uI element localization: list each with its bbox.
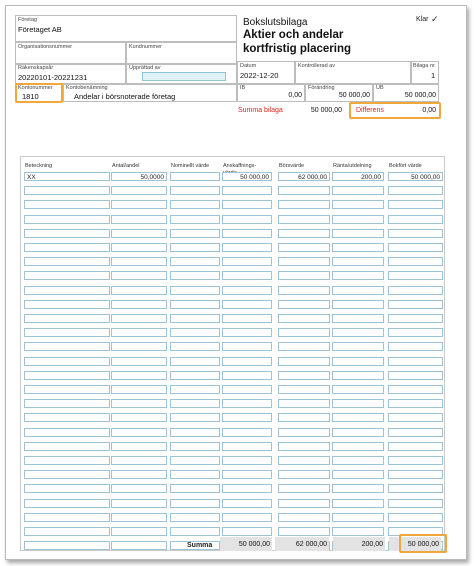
- table-cell-first-row[interactable]: 50 000,00: [388, 172, 443, 181]
- table-cell-empty[interactable]: [111, 200, 167, 209]
- table-cell-empty[interactable]: [332, 399, 384, 408]
- table-cell-empty[interactable]: [222, 456, 272, 465]
- table-cell-empty[interactable]: [111, 541, 167, 550]
- table-cell-empty[interactable]: [278, 286, 330, 295]
- table-cell-empty[interactable]: [388, 257, 443, 266]
- table-cell-empty[interactable]: [170, 342, 220, 351]
- column-header: Ränta/utdelning: [333, 163, 372, 169]
- table-cell-empty[interactable]: [24, 499, 110, 508]
- table-cell-empty[interactable]: [170, 286, 220, 295]
- table-cell-empty[interactable]: [24, 541, 110, 550]
- fiscal-year-label: Räkenskapsår: [18, 65, 54, 71]
- table-cell-empty[interactable]: [24, 271, 110, 280]
- prepared-by-field[interactable]: [142, 72, 226, 81]
- table-cell-empty[interactable]: [111, 300, 167, 309]
- table-cell-empty[interactable]: [222, 357, 272, 366]
- table-cell-empty[interactable]: [222, 499, 272, 508]
- table-cell-empty[interactable]: [332, 484, 384, 493]
- table-cell-empty[interactable]: [24, 470, 110, 479]
- table-cell-empty[interactable]: [222, 200, 272, 209]
- org-number-label: Organisationsnummer: [18, 44, 73, 50]
- sum-appendix-label: Summa bilaga: [238, 107, 283, 114]
- column-header: Nominellt värde: [171, 163, 210, 169]
- table-cell-empty[interactable]: [222, 442, 272, 451]
- table-cell-empty[interactable]: [111, 229, 167, 238]
- table-cell-empty[interactable]: [170, 314, 220, 323]
- table-cell-empty[interactable]: [278, 371, 330, 380]
- table-cell-empty[interactable]: [388, 413, 443, 422]
- table-cell-empty[interactable]: [222, 314, 272, 323]
- table-cell-empty[interactable]: [388, 484, 443, 493]
- table-cell-empty[interactable]: [170, 328, 220, 337]
- sum-book-value: 50 000,00: [389, 537, 441, 551]
- table-cell-empty[interactable]: [111, 413, 167, 422]
- table-cell-empty[interactable]: [278, 513, 330, 522]
- table-cell-empty[interactable]: [170, 229, 220, 238]
- table-cell-empty[interactable]: [24, 328, 110, 337]
- sum-interest: 200,00: [333, 537, 385, 551]
- table-cell-empty[interactable]: [170, 428, 220, 437]
- table-cell-first-row[interactable]: 50,0000: [111, 172, 167, 181]
- table-cell-empty[interactable]: [332, 357, 384, 366]
- table-cell-empty[interactable]: [170, 499, 220, 508]
- table-cell-empty[interactable]: [24, 186, 110, 195]
- table-cell-empty[interactable]: [278, 215, 330, 224]
- table-cell-empty[interactable]: [278, 200, 330, 209]
- table-cell-empty[interactable]: [222, 186, 272, 195]
- table-cell-empty[interactable]: [24, 357, 110, 366]
- table-cell-empty[interactable]: [332, 428, 384, 437]
- table-cell-empty[interactable]: [222, 527, 272, 536]
- table-cell-empty[interactable]: [332, 300, 384, 309]
- table-cell-empty[interactable]: [388, 215, 443, 224]
- account-number-label: Kontonummer: [18, 85, 53, 91]
- sum-appendix-value: 50 000,00: [310, 107, 342, 114]
- table-cell-empty[interactable]: [24, 456, 110, 465]
- table-cell-empty[interactable]: [24, 243, 110, 252]
- ib-label: IB: [240, 85, 246, 91]
- table-cell-empty[interactable]: [332, 271, 384, 280]
- appendix-number-label: Bilaga nr: [413, 63, 435, 69]
- table-cell-empty[interactable]: [111, 385, 167, 394]
- table-cell-empty[interactable]: [222, 300, 272, 309]
- table-cell-empty[interactable]: [111, 470, 167, 479]
- table-cell-empty[interactable]: [332, 499, 384, 508]
- ub-label: UB: [376, 85, 384, 91]
- table-cell-first-row[interactable]: [170, 172, 220, 181]
- table-cell-empty[interactable]: [278, 499, 330, 508]
- table-cell-empty[interactable]: [170, 271, 220, 280]
- table-cell-empty[interactable]: [388, 342, 443, 351]
- table-cell-empty[interactable]: [388, 229, 443, 238]
- table-cell-empty[interactable]: [170, 442, 220, 451]
- table-cell-empty[interactable]: [388, 399, 443, 408]
- table-cell-empty[interactable]: [332, 257, 384, 266]
- table-cell-empty[interactable]: [332, 314, 384, 323]
- company-label: Företag: [18, 17, 37, 23]
- table-cell-empty[interactable]: [278, 300, 330, 309]
- checked-by-label: Kontrollerad av: [298, 63, 335, 69]
- date-field[interactable]: 2022-12-20: [240, 71, 279, 80]
- table-cell-empty[interactable]: [388, 200, 443, 209]
- title-line1: Aktier och andelar: [243, 29, 344, 41]
- table-cell-empty[interactable]: [332, 385, 384, 394]
- account-number-field[interactable]: 1810: [22, 92, 39, 101]
- table-cell-empty[interactable]: [388, 428, 443, 437]
- table-cell-empty[interactable]: [332, 229, 384, 238]
- table-cell-empty[interactable]: [170, 527, 220, 536]
- table-cell-empty[interactable]: [278, 186, 330, 195]
- column-header: Bokfört värde: [389, 163, 422, 169]
- table-cell-empty[interactable]: [170, 513, 220, 522]
- table-cell-empty[interactable]: [332, 328, 384, 337]
- table-cell-empty[interactable]: [222, 328, 272, 337]
- table-cell-empty[interactable]: [170, 399, 220, 408]
- table-cell-empty[interactable]: [24, 257, 110, 266]
- table-cell-empty[interactable]: [388, 513, 443, 522]
- table-cell-empty[interactable]: [222, 399, 272, 408]
- table-cell-empty[interactable]: [170, 470, 220, 479]
- table-cell-empty[interactable]: [24, 413, 110, 422]
- title-small: Bokslutsbilaga: [243, 17, 308, 28]
- table-cell-empty[interactable]: [332, 413, 384, 422]
- account-number-highlight: [15, 83, 63, 103]
- table-cell-empty[interactable]: [111, 399, 167, 408]
- table-cell-empty[interactable]: [278, 413, 330, 422]
- table-cell-empty[interactable]: [111, 243, 167, 252]
- table-cell-empty[interactable]: [222, 371, 272, 380]
- differens-label: Differens: [356, 107, 384, 114]
- table-cell-empty[interactable]: [222, 385, 272, 394]
- table-cell-empty[interactable]: [111, 428, 167, 437]
- table-cell-empty[interactable]: [332, 342, 384, 351]
- check-icon[interactable]: ✓: [431, 14, 439, 24]
- change-label: Förändring: [308, 85, 335, 91]
- table-cell-empty[interactable]: [278, 470, 330, 479]
- table-cell-empty[interactable]: [332, 456, 384, 465]
- sum-market-value: 62 000,00: [275, 537, 329, 551]
- table-cell-empty[interactable]: [24, 399, 110, 408]
- table-cell-empty[interactable]: [111, 357, 167, 366]
- table-cell-empty[interactable]: [24, 215, 110, 224]
- table-cell-first-row[interactable]: XX: [24, 172, 110, 181]
- table-cell-empty[interactable]: [388, 357, 443, 366]
- table-cell-empty[interactable]: [278, 342, 330, 351]
- table-cell-empty[interactable]: [111, 186, 167, 195]
- table-cell-empty[interactable]: [111, 527, 167, 536]
- table-cell-empty[interactable]: [24, 342, 110, 351]
- table-cell-empty[interactable]: [170, 371, 220, 380]
- column-header: Anskaffnings-: [223, 163, 257, 169]
- ub-value: 50 000,00: [404, 92, 436, 99]
- table-cell-empty[interactable]: [332, 243, 384, 252]
- account-name-field[interactable]: Andelar i börsnoterade företag: [74, 92, 176, 101]
- table-cell-empty[interactable]: [222, 215, 272, 224]
- table-cell-empty[interactable]: [278, 385, 330, 394]
- table-cell-empty[interactable]: [170, 484, 220, 493]
- table-cell-empty[interactable]: [111, 371, 167, 380]
- table-cell-empty[interactable]: [111, 257, 167, 266]
- table-cell-empty[interactable]: [278, 399, 330, 408]
- table-cell-empty[interactable]: [24, 200, 110, 209]
- table-cell-empty[interactable]: [332, 200, 384, 209]
- table-cell-first-row[interactable]: 50 000,00: [222, 172, 272, 181]
- table-cell-empty[interactable]: [111, 286, 167, 295]
- table-cell-empty[interactable]: [388, 314, 443, 323]
- table-cell-empty[interactable]: [222, 513, 272, 522]
- account-name-label: Kontobenämning: [66, 85, 108, 91]
- table-cell-empty[interactable]: [278, 357, 330, 366]
- date-label: Datum: [240, 63, 257, 69]
- table-cell-empty[interactable]: [388, 499, 443, 508]
- column-header: Beteckning: [25, 163, 53, 169]
- table-cell-empty[interactable]: [24, 286, 110, 295]
- table-cell-empty[interactable]: [170, 215, 220, 224]
- table-cell-empty[interactable]: [111, 271, 167, 280]
- table-cell-empty[interactable]: [24, 428, 110, 437]
- table-cell-empty[interactable]: [388, 470, 443, 479]
- table-cell-empty[interactable]: [278, 257, 330, 266]
- table-sum-label: Summa: [187, 542, 213, 549]
- table-cell-empty[interactable]: [332, 215, 384, 224]
- table-cell-empty[interactable]: [332, 442, 384, 451]
- table-cell-empty[interactable]: [170, 385, 220, 394]
- table-cell-empty[interactable]: [278, 271, 330, 280]
- table-cell-empty[interactable]: [24, 527, 110, 536]
- change-value: 50 000,00: [338, 92, 370, 99]
- table-cell-empty[interactable]: [24, 385, 110, 394]
- table-cell-empty[interactable]: [170, 413, 220, 422]
- table-cell-empty[interactable]: [278, 484, 330, 493]
- table-cell-empty[interactable]: [111, 499, 167, 508]
- table-cell-empty[interactable]: [388, 328, 443, 337]
- table-cell-empty[interactable]: [332, 186, 384, 195]
- table-cell-empty[interactable]: [222, 271, 272, 280]
- table-cell-empty[interactable]: [170, 200, 220, 209]
- table-cell-empty[interactable]: [170, 300, 220, 309]
- table-cell-empty[interactable]: [388, 271, 443, 280]
- table-cell-empty[interactable]: [388, 371, 443, 380]
- table-cell-empty[interactable]: [388, 385, 443, 394]
- prepared-by-label: Upprättad av: [129, 65, 161, 71]
- table-cell-empty[interactable]: [332, 513, 384, 522]
- table-cell-empty[interactable]: [170, 456, 220, 465]
- table-cell-empty[interactable]: [111, 342, 167, 351]
- customer-number-label: Kundnummer: [129, 44, 163, 50]
- table-cell-empty[interactable]: [388, 186, 443, 195]
- table-cell-empty[interactable]: [24, 513, 110, 522]
- differens-value: 0,00: [422, 107, 436, 114]
- title-line2: kortfristig placering: [243, 43, 351, 55]
- table-cell-empty[interactable]: [170, 357, 220, 366]
- table-cell-empty[interactable]: [222, 484, 272, 493]
- table-cell-empty[interactable]: [332, 470, 384, 479]
- table-cell-empty[interactable]: [332, 286, 384, 295]
- table-cell-empty[interactable]: [111, 314, 167, 323]
- column-header: Börsvärde: [279, 163, 305, 169]
- table-cell-empty[interactable]: [111, 484, 167, 493]
- table-cell-first-row[interactable]: 200,00: [332, 172, 384, 181]
- appendix-number-field[interactable]: 1: [431, 71, 436, 80]
- table-cell-empty[interactable]: [111, 513, 167, 522]
- table-cell-empty[interactable]: [24, 314, 110, 323]
- table-cell-empty[interactable]: [222, 342, 272, 351]
- table-cell-empty[interactable]: [278, 442, 330, 451]
- fiscal-year-field[interactable]: 20220101-20221231: [18, 73, 88, 82]
- table-cell-empty[interactable]: [222, 243, 272, 252]
- table-cell-empty[interactable]: [111, 215, 167, 224]
- table-cell-empty[interactable]: [278, 314, 330, 323]
- table-cell-empty[interactable]: [24, 442, 110, 451]
- table-cell-first-row[interactable]: 62 000,00: [278, 172, 330, 181]
- ib-value: 0,00: [288, 92, 302, 99]
- table-cell-empty[interactable]: [278, 428, 330, 437]
- table-cell-empty[interactable]: [222, 257, 272, 266]
- table-cell-empty[interactable]: [111, 442, 167, 451]
- table-cell-empty[interactable]: [170, 243, 220, 252]
- table-cell-empty[interactable]: [24, 229, 110, 238]
- table-cell-empty[interactable]: [222, 428, 272, 437]
- table-cell-empty[interactable]: [24, 300, 110, 309]
- table-cell-empty[interactable]: [278, 229, 330, 238]
- table-cell-empty[interactable]: [388, 300, 443, 309]
- table-cell-empty[interactable]: [388, 456, 443, 465]
- table-cell-empty[interactable]: [111, 456, 167, 465]
- column-header: Antal/andel: [112, 163, 140, 169]
- table-cell-empty[interactable]: [24, 484, 110, 493]
- table-cell-empty[interactable]: [332, 527, 384, 536]
- table-cell-empty[interactable]: [388, 243, 443, 252]
- appendix-page: [5, 5, 467, 560]
- table-cell-empty[interactable]: [278, 328, 330, 337]
- table-cell-empty[interactable]: [222, 413, 272, 422]
- table-cell-empty[interactable]: [170, 186, 220, 195]
- table-cell-empty[interactable]: [278, 243, 330, 252]
- table-cell-empty[interactable]: [222, 286, 272, 295]
- table-cell-empty[interactable]: [24, 371, 110, 380]
- table-cell-empty[interactable]: [388, 286, 443, 295]
- table-cell-empty[interactable]: [222, 470, 272, 479]
- table-cell-empty[interactable]: [111, 328, 167, 337]
- company-field[interactable]: Företaget AB: [18, 25, 62, 34]
- sum-acquisition: 50 000,00: [220, 537, 272, 551]
- table-cell-empty[interactable]: [388, 442, 443, 451]
- status-label: Klar: [416, 16, 429, 23]
- table-cell-empty[interactable]: [222, 229, 272, 238]
- book-value-sum-highlight: [399, 534, 447, 553]
- table-cell-empty[interactable]: [278, 527, 330, 536]
- table-cell-empty[interactable]: [170, 257, 220, 266]
- table-cell-empty[interactable]: [278, 456, 330, 465]
- table-cell-empty[interactable]: [332, 371, 384, 380]
